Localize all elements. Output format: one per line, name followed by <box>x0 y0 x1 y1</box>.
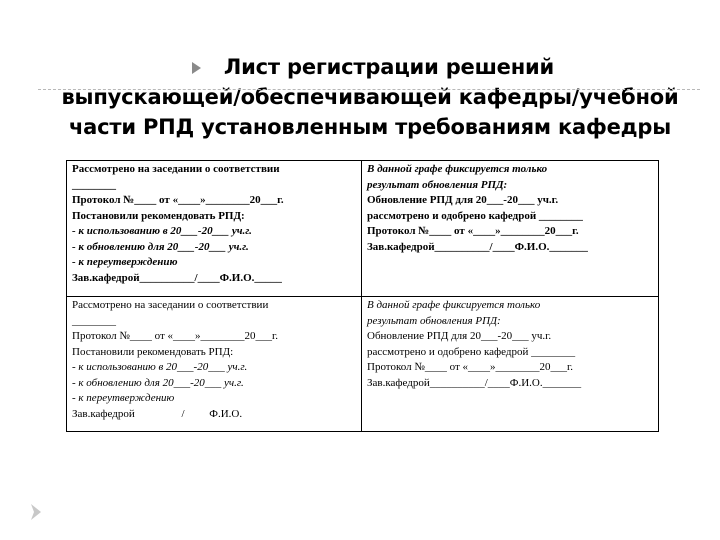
cell-line: ________ <box>72 178 116 191</box>
title-line-2: выпускающей/обеспечивающей кафедры/учебной <box>61 85 679 109</box>
cell-line: - к обновлению для 20___-20___ уч.г. <box>72 376 244 389</box>
title-line-3: части РПД установленным требованиям кафедры <box>68 115 672 139</box>
cell-line: Протокол №____ от «____»________20___г. <box>367 361 574 373</box>
cell-bottom-left <box>67 297 362 431</box>
cell-line: рассмотрено и одобрено кафедрой ________ <box>367 209 583 222</box>
cell-line: В данной графе фиксируется только <box>367 299 541 311</box>
cell-top-left <box>67 161 362 297</box>
cell-line: Постановили рекомендовать РПД: <box>72 209 245 222</box>
cell-bottom-right <box>362 297 658 431</box>
cell-line: В данной графе фиксируется только <box>367 163 548 175</box>
cell-line: Зав.кафедрой / Ф.И.О. <box>72 407 243 420</box>
cell-line: Протокол №____ от «____»________20___г. <box>367 225 579 237</box>
cell-line: Зав.кафедрой__________/____Ф.И.О._______ <box>367 376 582 389</box>
cell-line: ________ <box>72 314 116 327</box>
cell-line: Постановили рекомендовать РПД: <box>72 345 234 358</box>
cell-line: Зав.кафедрой__________/____Ф.И.О._______ <box>367 240 588 253</box>
cell-line: результат обновления РПД: <box>367 314 501 327</box>
cell-line: Зав.кафедрой__________/____Ф.И.О._____ <box>72 271 282 284</box>
cell-line: Протокол №____ от «____»________20___г. <box>72 330 279 342</box>
cell-line: - к переутверждению <box>72 256 178 268</box>
title-divider <box>38 89 700 90</box>
cell-line: Рассмотрено на заседании о соответствии <box>72 163 280 175</box>
registration-table <box>66 160 659 432</box>
cell-top-right <box>362 161 658 297</box>
cell-line: - к обновлению для 20___-20___ уч.г. <box>72 240 249 253</box>
cell-line: - к использованию в 20___-20___ уч.г. <box>72 225 252 237</box>
cell-line: - к использованию в 20___-20___ уч.г. <box>72 361 248 373</box>
cell-line: - к переутверждению <box>72 392 175 404</box>
cell-line: Рассмотрено на заседании о соответствии <box>72 299 269 311</box>
page-title <box>40 52 700 142</box>
cell-line: Обновление РПД для 20___-20___ уч.г. <box>367 194 559 206</box>
next-slide-arrow-icon[interactable] <box>30 503 42 521</box>
cell-line: рассмотрено и одобрено кафедрой ________ <box>367 345 576 358</box>
cell-line: Обновление РПД для 20___-20___ уч.г. <box>367 330 552 342</box>
title-line-1: Лист регистрации решений <box>223 55 555 79</box>
cell-line: Протокол №____ от «____»________20___г. <box>72 194 284 206</box>
cell-line: результат обновления РПД: <box>367 178 508 191</box>
